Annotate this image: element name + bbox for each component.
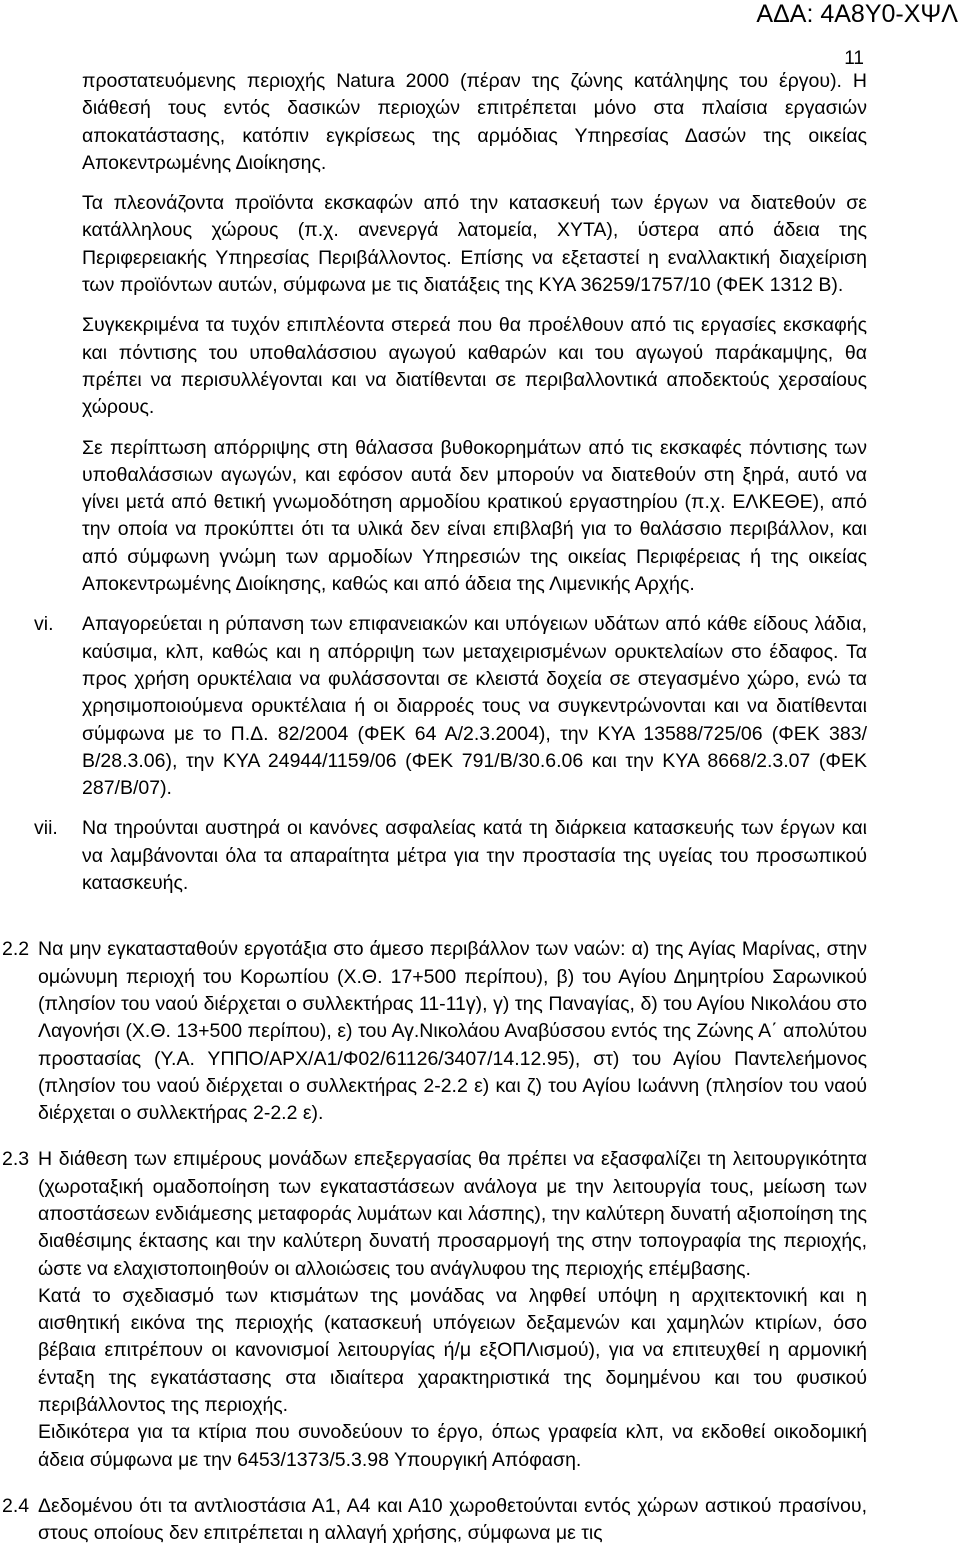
- paragraph-natura: προστατευόμενης περιοχής Natura 2000 (πέραν της ζώνης κατάληψης του έργου). Η διάθεσή τους εντός δασικών περιοχών επιτρέπεται μόνο στα πλαίσια εργασιών αποκατάστασης, κατόπιν εγκρίσεως της αρμόδιας Υπηρεσίας Δασών της οικείας Αποκεντρωμένης Διοίκησης.: [82, 70, 867, 174]
- section-paragraph: Ειδικότερα για τα κτίρια που συνοδεύουν το έργο, όπως γραφεία κλπ, να εκδοθεί οικοδομική άδεια σύμφωνα με την 6453/1373/5.3.98 Υπουργική Απόφαση.: [38, 1421, 867, 1471]
- section-number: 2.2: [2, 938, 30, 961]
- section-number: 2.4: [2, 1494, 30, 1517]
- section-number: 2.3: [2, 1148, 30, 1171]
- section-paragraph: Η διάθεση των επιμέρους μονάδων επεξεργασίας θα πρέπει να εξασφαλίζει τη λειτουργικότητα (χωροταξική ομαδοποίηση των εγκαταστάσεων ανάλογα με την λειτουργία τους, μείωση των αποστάσεων ενδιάμεσης μεταφοράς λυμάτων και λάσπης), την καλύτερη δυνατή αξιοποίηση της διαθέσιμης έκτασης και την καλύτερη δυνατή προσαρμογή της στην τοπογραφία της περιοχής, ώστε να ελαχιστοποιηθούν οι αλλοιώσεις του ανάγλυφου της περιοχής επέμβασης.: [38, 1148, 867, 1280]
- list-item-label: vi.: [34, 613, 54, 636]
- page-number: 11: [844, 48, 864, 69]
- section-2-3: [2, 1146, 867, 1474]
- list-item-vii: [34, 815, 867, 897]
- section-paragraph: Να μην εγκατασταθούν εργοτάξια στο άμεσο περιβάλλον των ναών: α) της Αγίας Μαρίνας, στην ομώνυμη περιοχή του Κορωπίου (Χ.Θ. 17+500 περίπου), β) του Αγίου Δημητρίου Σαρωνικού (πλησίον του ναού διέρχεται ο συλλεκτήρας 11-11γ), γ) της Παναγίας, δ) του Αγίου Νικολάου στο Λαγονήσι (Χ.Θ. 13+500 περίπου), ε) του Αγ.Νικολάου Αναβύσσου εντός της Ζώνης Α΄ απολύτου προστασίας (Υ.Α. ΥΠΠΟ/ΑΡΧ/Α1/Φ02/61126/3407/14.12.95), στ) του Αγίου Παντελεήμονος (πλησίον του ναού διέρχεται ο συλλεκτήρας 2-2.2 ε) και ζ) του Αγίου Ιωάννη (πλησίον του ναού διέρχεται ο συλλεκτήρας 2-2.2 ε).: [38, 938, 867, 1125]
- list-item-vi: [34, 611, 867, 802]
- document-body: [2, 68, 867, 1567]
- section-2-2: [2, 936, 867, 1127]
- section-paragraph: Δεδομένου ότι τα αντλιοστάσια Α1, Α4 και Α10 χωροθετούνται εντός χώρων αστικού πρασίνου, στους οποίους δεν επιτρέπεται η αλλαγή χρήσης, σύμφωνα με τις: [38, 1494, 867, 1545]
- list-item-text: Να τηρούνται αυστηρά οι κανόνες ασφαλείας κατά τη διάρκεια κατασκευής των έργων και να λαμβάνονται όλα τα απαραίτητα μέτρα για την προστασία της υγείας του προσωπικού κατασκευής.: [82, 817, 867, 895]
- paragraph-floating-solids: Συγκεκριμένα τα τυχόν επιπλέοντα στερεά που θα προέλθουν από τις εργασίες εκσκαφής και πόντισης του υποθαλάσσιου αγωγού καθαρών και του αγωγού παράκαμψης, θα πρέπει να περισυλλέγονται και να διατίθενται σε περιβαλλοντικά αποδεκτούς χερσαίους χώρους.: [82, 314, 867, 419]
- section-paragraph: Κατά το σχεδιασμό των κτισμάτων της μονάδας να ληφθεί υπόψη η αρχιτεκτονική και η αισθητική εικόνα της περιοχής (κατασκευή υπόγειων δεξαμενών και χαμηλών κτιρίων, όσο βέβαια επιτρέπουν οι κανονισμοί λειτουργίας ή/μ εξΟΠΛισμού), για να επιτευχθεί η αρμονική ένταξη της εγκατάστασης στα ιδιαίτερα χαρακτηριστικά της δομημένου και του φυσικού περιβάλλοντος της περιοχής.: [38, 1284, 867, 1417]
- paragraph-dredging-disposal: Σε περίπτωση απόρριψης στη θάλασσα βυθοκορημάτων από τις εκσκαφές πόντισης των υποθαλάσσιων αγωγών, και εφόσον αυτά δεν μπορούν να διατεθούν στη ξηρά, αυτό να γίνει μετά από θετική γνωμοδότηση αρμοδίου κρατικού εργαστηρίου (π.χ. ΕΛΚΕΘΕ), από την οποία να προκύπτει ότι τα υλικά δεν είναι επιβλαβή για το θαλάσσιο περιβάλλον, και από σύμφωνη γνώμη των αρμοδίων Υπηρεσιών της οικείας Περιφέρειας ή της οικείας Αποκεντρωμένης Διοίκησης, καθώς και από άδεια της Λιμενικής Αρχής.: [82, 436, 867, 596]
- paragraph-excess-excavation: Τα πλεονάζοντα προϊόντα εκσκαφών από την κατασκευή των έργων να διατεθούν σε κατάλληλους χώρους (π.χ. ανενεργά λατομεία, ΧΥΤΑ), ύστερα από άδεια της Περιφερειακής Υπηρεσίας Περιβάλλοντος. Επίσης να εξεταστεί η εναλλακτική διαχείριση των προϊόντων αυτών, σύμφωνα με τις διατάξεις της ΚΥΑ 36259/1757/10 (ΦΕΚ 1312 Β).: [82, 192, 867, 297]
- section-text: [38, 936, 867, 1127]
- list-item-text: Απαγορεύεται η ρύπανση των επιφανειακών και υπόγειων υδάτων από κάθε είδους λάδια, καύσιμα, κλπ, καθώς και η απόρριψη των μεταχειρισμένων ορυκτελαίων στο έδαφος. Τα προς χρήση ορυκτέλαια να φυλάσσονται σε κλειστά δοχεία σε στεγασμένο χώρο, ενώ τα χρησιμοποιούμενα ορυκτέλαια ή οι διαρροές τους να συγκεντρώνονται και να διατίθενται σύμφωνα με το Π.Δ. 82/2004 (ΦΕΚ 64 Α/2.3.2004), την ΚΥΑ 13588/725/06 (ΦΕΚ 383/Β/28.3.06), την ΚΥΑ 24944/1159/06 (ΦΕΚ 791/Β/30.6.06 και την ΚΥΑ 8668/2.3.07 (ΦΕΚ 287/Β/07).: [82, 613, 867, 800]
- section-2-4: [2, 1493, 867, 1548]
- list-item-label: vii.: [34, 817, 58, 840]
- ada-code: ΑΔΑ: 4Α8Υ0-ΧΨΛ: [756, 0, 958, 28]
- section-text: [38, 1146, 867, 1474]
- section-text: [38, 1493, 867, 1548]
